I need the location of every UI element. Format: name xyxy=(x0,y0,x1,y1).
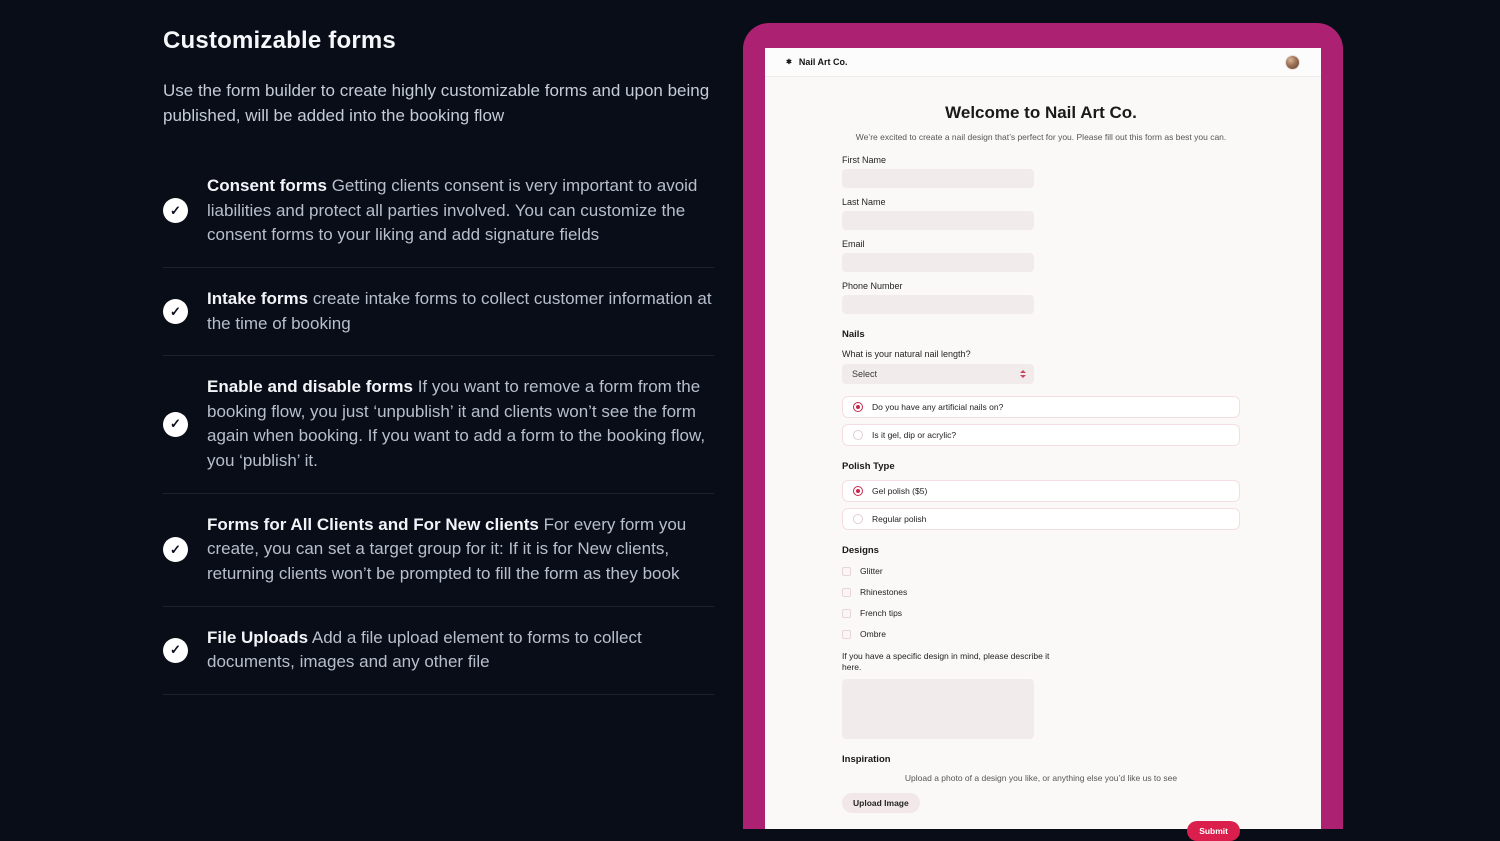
form-body xyxy=(765,77,1321,841)
check-icon xyxy=(163,299,188,324)
check-icon xyxy=(163,412,188,437)
design-description-label: If you have a specific design in mind, please describe it here. xyxy=(842,651,1050,673)
inspiration-section-heading: Inspiration xyxy=(842,753,891,765)
brand-flower-icon: ✱ xyxy=(786,58,792,66)
upload-image-button[interactable]: Upload Image xyxy=(842,793,920,813)
submit-button[interactable]: Submit xyxy=(1187,821,1240,841)
radio-option-artificial-nails[interactable] xyxy=(842,396,1240,418)
radio-option-gel-polish[interactable] xyxy=(842,480,1240,502)
checkbox-option-glitter[interactable] xyxy=(842,565,1240,577)
nails-section-heading: Nails xyxy=(842,329,865,340)
page-title: Customizable forms xyxy=(163,27,396,54)
checkbox-icon[interactable] xyxy=(842,588,851,597)
feature-text xyxy=(207,513,714,587)
check-glyph: ✓ xyxy=(170,416,181,432)
feature-title: Consent forms xyxy=(207,175,327,195)
select-value: Select xyxy=(852,369,878,379)
check-icon xyxy=(163,638,188,663)
feature-description: If you want to remove a form from the booking flow, you just ‘unpublish’ it and clients won’t see the form again when booking. If you want to add a form to the booking flow, you ‘publish’ it. xyxy=(207,377,706,471)
radio-label: Do you have any artificial nails on? xyxy=(872,402,1004,412)
check-glyph: ✓ xyxy=(170,202,181,218)
form-header xyxy=(765,48,1321,77)
feature-title: Enable and disable forms xyxy=(207,377,413,397)
radio-unselected-icon[interactable] xyxy=(853,514,863,524)
feature-title: Forms for All Clients and For New clients xyxy=(207,514,539,534)
checkbox-option-ombre[interactable] xyxy=(842,628,1240,640)
brand-name: Nail Art Co. xyxy=(798,57,848,67)
select-chevrons-icon xyxy=(1020,370,1026,378)
radio-option-gel-dip-acrylic[interactable] xyxy=(842,424,1240,446)
polish-type-section-heading: Polish Type xyxy=(842,461,895,472)
feature-item-intake-forms xyxy=(163,268,714,356)
feature-title: Intake forms xyxy=(207,288,309,308)
checkbox-label: Glitter xyxy=(860,566,883,576)
checkbox-option-french-tips[interactable] xyxy=(842,607,1240,619)
feature-text xyxy=(207,174,714,248)
feature-title: File Uploads xyxy=(207,627,309,647)
first-name-label: First Name xyxy=(842,155,887,165)
checkbox-icon[interactable] xyxy=(842,630,851,639)
radio-selected-icon[interactable] xyxy=(853,486,863,496)
polish-radio-group xyxy=(842,480,1240,530)
radio-label: Is it gel, dip or acrylic? xyxy=(872,430,957,440)
feature-text xyxy=(207,375,714,474)
check-glyph: ✓ xyxy=(170,303,181,319)
brand xyxy=(786,57,848,67)
designs-section-heading: Designs xyxy=(842,545,879,556)
check-glyph: ✓ xyxy=(170,642,181,658)
avatar[interactable] xyxy=(1285,55,1300,70)
feature-list xyxy=(163,155,714,695)
booking-form-preview xyxy=(765,48,1321,836)
feature-text xyxy=(207,626,714,675)
check-icon xyxy=(163,198,188,223)
nail-length-question: What is your natural nail length? xyxy=(842,349,971,359)
radio-label: Regular polish xyxy=(872,514,927,524)
feature-item-file-uploads xyxy=(163,607,714,695)
feature-text xyxy=(207,287,714,336)
last-name-label: Last Name xyxy=(842,197,886,207)
email-input[interactable] xyxy=(842,253,1034,272)
feature-item-consent-forms xyxy=(163,155,714,268)
checkbox-label: French tips xyxy=(860,608,903,618)
form-subtitle: We’re excited to create a nail design that’s perfect for you. Please fill out this form as best you can. xyxy=(855,132,1227,142)
checkbox-label: Ombre xyxy=(860,629,886,639)
feature-description: Getting clients consent is very important to avoid liabilities and protect all parties involved. You can customize the consent forms to your liking and add signature fields xyxy=(207,175,698,245)
check-glyph: ✓ xyxy=(170,541,181,557)
feature-section xyxy=(163,27,714,695)
feature-item-enable-disable-forms xyxy=(163,356,714,494)
feature-description: For every form you create, you can set a target group for it: If it is for New clients, returning clients won’t be prompted to fill the form as they book xyxy=(207,514,687,584)
checkbox-option-rhinestones[interactable] xyxy=(842,586,1240,598)
submit-row xyxy=(842,821,1240,841)
email-label: Email xyxy=(842,239,865,249)
radio-label: Gel polish ($5) xyxy=(872,486,928,496)
form-title: Welcome to Nail Art Co. xyxy=(945,103,1137,122)
checkbox-icon[interactable] xyxy=(842,609,851,618)
feature-item-target-groups xyxy=(163,494,714,607)
radio-unselected-icon[interactable] xyxy=(853,430,863,440)
inspiration-hint: Upload a photo of a design you like, or anything else you’d like us to see xyxy=(904,772,1178,783)
preview-card xyxy=(743,23,1343,836)
check-icon xyxy=(163,537,188,562)
phone-number-label: Phone Number xyxy=(842,281,903,291)
feature-description: Add a file upload element to forms to collect documents, images and any other file xyxy=(207,627,642,672)
feature-description: create intake forms to collect customer information at the time of booking xyxy=(207,288,712,333)
design-description-textarea[interactable] xyxy=(842,679,1034,739)
checkbox-label: Rhinestones xyxy=(860,587,908,597)
radio-option-regular-polish[interactable] xyxy=(842,508,1240,530)
first-name-input[interactable] xyxy=(842,169,1034,188)
section-description: Use the form builder to create highly customizable forms and upon being published, will be added into the booking flow xyxy=(163,81,710,125)
nail-length-select[interactable] xyxy=(842,364,1034,384)
radio-selected-icon[interactable] xyxy=(853,402,863,412)
checkbox-icon[interactable] xyxy=(842,567,851,576)
last-name-input[interactable] xyxy=(842,211,1034,230)
nails-radio-group xyxy=(842,396,1240,446)
phone-number-input[interactable] xyxy=(842,295,1034,314)
